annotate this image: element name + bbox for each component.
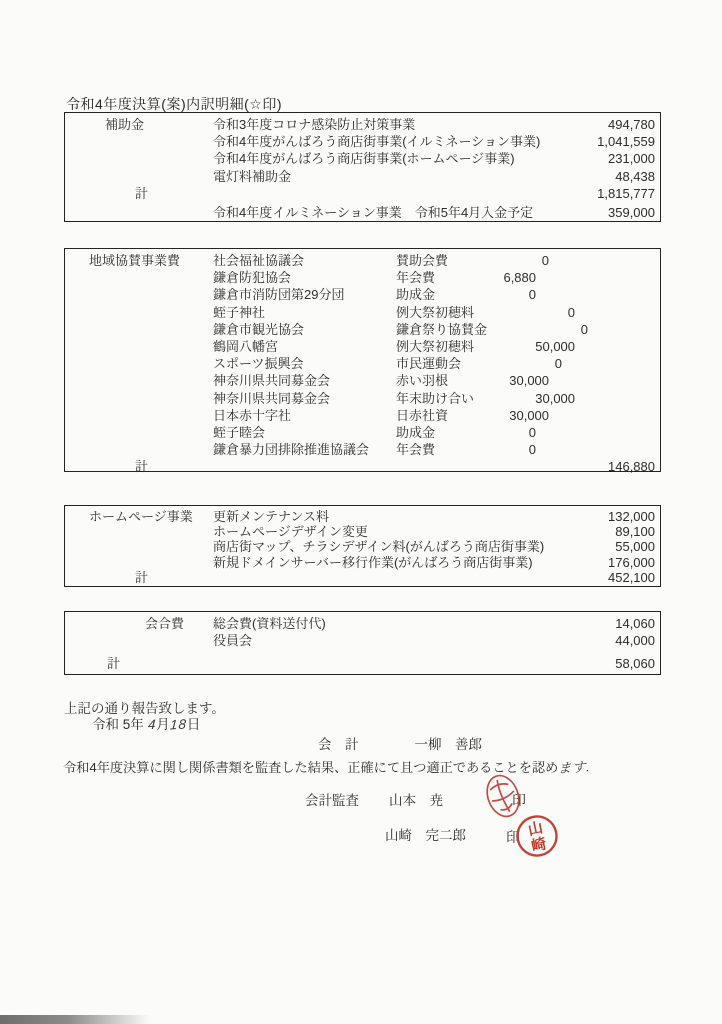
category-label: 補助金: [105, 117, 145, 132]
note-amount: 359,000: [608, 204, 655, 220]
row-amount: 50,000: [535, 338, 576, 354]
audit-statement-handwritten: ます.: [557, 759, 592, 776]
row-amount: 1,041,559: [597, 134, 655, 150]
table-row: [65, 390, 660, 407]
row-desc: 令和4年度がんばろう商店街事業(ホームページ事業): [213, 151, 515, 167]
row-amount: 89,100: [615, 524, 655, 540]
table-row: [65, 524, 660, 539]
table-website-project: [64, 505, 661, 587]
stamp-char-bottom: 崎: [529, 835, 549, 856]
row-purpose: 例大祭初穂料: [396, 338, 475, 354]
row-org: 鎌倉市観光協会: [213, 321, 305, 337]
total-amount: 452,100: [608, 569, 655, 585]
report-date: [92, 713, 200, 733]
table-row: [65, 150, 660, 167]
date-era-year: 令和 5年: [92, 717, 144, 732]
table-row: [65, 286, 660, 303]
date-day-unit: 日: [186, 717, 201, 732]
row-amount: 0: [554, 356, 563, 372]
row-desc: 令和3年度コロナ感染防止対策事業: [213, 117, 416, 132]
accountant-signature-line: [318, 733, 482, 753]
row-amount: 6,880: [503, 270, 537, 286]
row-purpose: 年会費: [396, 442, 436, 458]
total-amount: 1,815,777: [597, 185, 655, 201]
row-org: 社会福祉協議会: [213, 253, 305, 268]
row-amount: 0: [528, 287, 537, 303]
row-amount: 44,000: [615, 633, 655, 649]
table-row: [65, 269, 660, 286]
row-purpose: 年末助け合い: [396, 390, 475, 406]
row-purpose: 市民運動会: [396, 356, 462, 372]
row-purpose: 例大祭初穂料: [396, 304, 475, 320]
row-org: 日本赤十字社: [213, 407, 292, 423]
table-row: [65, 133, 660, 150]
row-desc: 電灯料補助金: [213, 168, 292, 184]
table-row: [65, 304, 660, 321]
row-amount: 0: [567, 304, 576, 320]
table-row: [65, 632, 660, 649]
report-statement: 上記の通り報告致します。: [64, 701, 225, 716]
total-amount: 58,060: [615, 655, 655, 671]
hanko-stamp-icon: [515, 814, 559, 858]
row-amount: 55,000: [615, 539, 655, 555]
table-meeting-costs: [64, 611, 661, 675]
row-amount: 30,000: [509, 407, 550, 423]
row-desc: 役員会: [213, 633, 253, 649]
table-community-support: [64, 248, 661, 475]
row-amount: 0: [528, 424, 537, 440]
total-label: 計: [107, 655, 121, 671]
table-row: [65, 321, 660, 338]
accountant-label: 会 計: [318, 737, 359, 752]
page-title: 令和4年度決算(案)内訳明細(☆印): [66, 96, 282, 112]
total-label: 計: [135, 459, 149, 475]
row-org: 蛭子睦会: [213, 424, 266, 440]
note-row: [65, 204, 660, 221]
row-amount: 0: [528, 442, 537, 458]
auditor1-name: 山本 尭: [389, 793, 443, 808]
row-org: 神奈川県共同募金会: [213, 390, 331, 406]
table-row: [65, 252, 660, 269]
row-amount: 30,000: [509, 373, 550, 389]
auditor-label: 会計監査: [305, 793, 359, 808]
row-amount: 30,000: [535, 390, 576, 406]
seal-placeholder-char: 印: [512, 792, 526, 808]
date-day-handwritten: 18: [169, 716, 188, 733]
table-row: [65, 424, 660, 441]
row-org: 鎌倉市消防団第29分団: [213, 287, 345, 303]
row-org: 蛭子神社: [213, 304, 266, 320]
row-amount: 0: [541, 253, 550, 268]
row-org: スポーツ振興会: [213, 356, 304, 372]
row-amount: 494,780: [608, 117, 655, 132]
row-desc: 総会費(資料送付代): [213, 616, 326, 631]
row-org: 鎌倉防犯協会: [213, 270, 292, 286]
table-subsidies: [64, 112, 661, 222]
total-row: [65, 185, 660, 202]
hanko-stamp-yamazaki: [515, 814, 559, 863]
category-label: 会合費: [145, 616, 185, 631]
row-org: 鶴岡八幡宮: [213, 338, 279, 354]
row-purpose: 年会費: [396, 270, 436, 286]
table-row: [65, 441, 660, 458]
row-desc: 令和4年度がんばろう商店街事業(イルミネーション事業): [213, 134, 541, 150]
table-row: [65, 355, 660, 372]
row-amount: 132,000: [608, 509, 655, 524]
total-label: 計: [135, 569, 149, 585]
row-amount: 176,000: [608, 554, 655, 570]
stamp-char-top: 山: [526, 819, 545, 840]
audit-statement-printed: 令和4年度決算に関し関係書類を監査した結果、正確にて且つ適正であることを認め: [63, 760, 559, 775]
row-amount: 0: [580, 321, 589, 337]
total-row: [65, 655, 660, 672]
table-row: [65, 615, 660, 632]
table-row: [65, 338, 660, 355]
row-desc: 更新メンテナンス料: [213, 509, 329, 524]
row-desc: 新規ドメインサーバー移行作業(がんばろう商店街事業): [213, 554, 533, 570]
row-amount: 48,438: [615, 168, 655, 184]
category-label: ホームページ事業: [89, 509, 193, 524]
row-amount: 231,000: [608, 151, 655, 167]
row-purpose: 日赤社資: [396, 407, 449, 423]
row-purpose: 赤い羽根: [396, 373, 449, 389]
auditor2-name: 山崎 完二郎: [385, 828, 466, 843]
row-org: 鎌倉暴力団排除推進協議会: [213, 442, 370, 458]
scanner-edge-artifact: [0, 1015, 150, 1024]
row-org: 神奈川県共同募金会: [213, 373, 331, 389]
total-row: [65, 570, 660, 585]
audit-statement: [63, 757, 591, 776]
row-desc: 商店街マップ、チラシデザイン料(がんばろう商店街事業): [213, 539, 545, 555]
table-row: [65, 555, 660, 570]
row-desc: ホームページデザイン変更: [213, 524, 368, 540]
table-row: [65, 539, 660, 554]
category-label: 地域協賛事業費: [89, 253, 181, 268]
seal-placeholder-char: 印: [506, 829, 520, 845]
total-amount: 146,880: [608, 459, 655, 475]
table-row: [65, 509, 660, 524]
table-row: [65, 372, 660, 389]
auditor1-signature-line: [305, 789, 443, 809]
accountant-name: 一柳 善郎: [414, 737, 482, 752]
table-row: [65, 168, 660, 185]
row-purpose: 賛助会費: [396, 253, 449, 268]
table-row: [65, 407, 660, 424]
date-month-handwritten: 4: [147, 716, 157, 733]
table-row: [65, 116, 660, 133]
row-purpose: 助成金: [396, 287, 436, 303]
total-label: 計: [135, 185, 149, 201]
total-row: [65, 458, 660, 475]
date-month-unit: 月: [156, 717, 170, 732]
row-amount: 14,060: [615, 616, 655, 631]
row-purpose: 助成金: [396, 424, 436, 440]
note-desc: 令和4年度イルミネーション事業 令和5年4月入金予定: [213, 204, 534, 220]
row-purpose: 鎌倉祭り協賛金: [396, 321, 488, 337]
